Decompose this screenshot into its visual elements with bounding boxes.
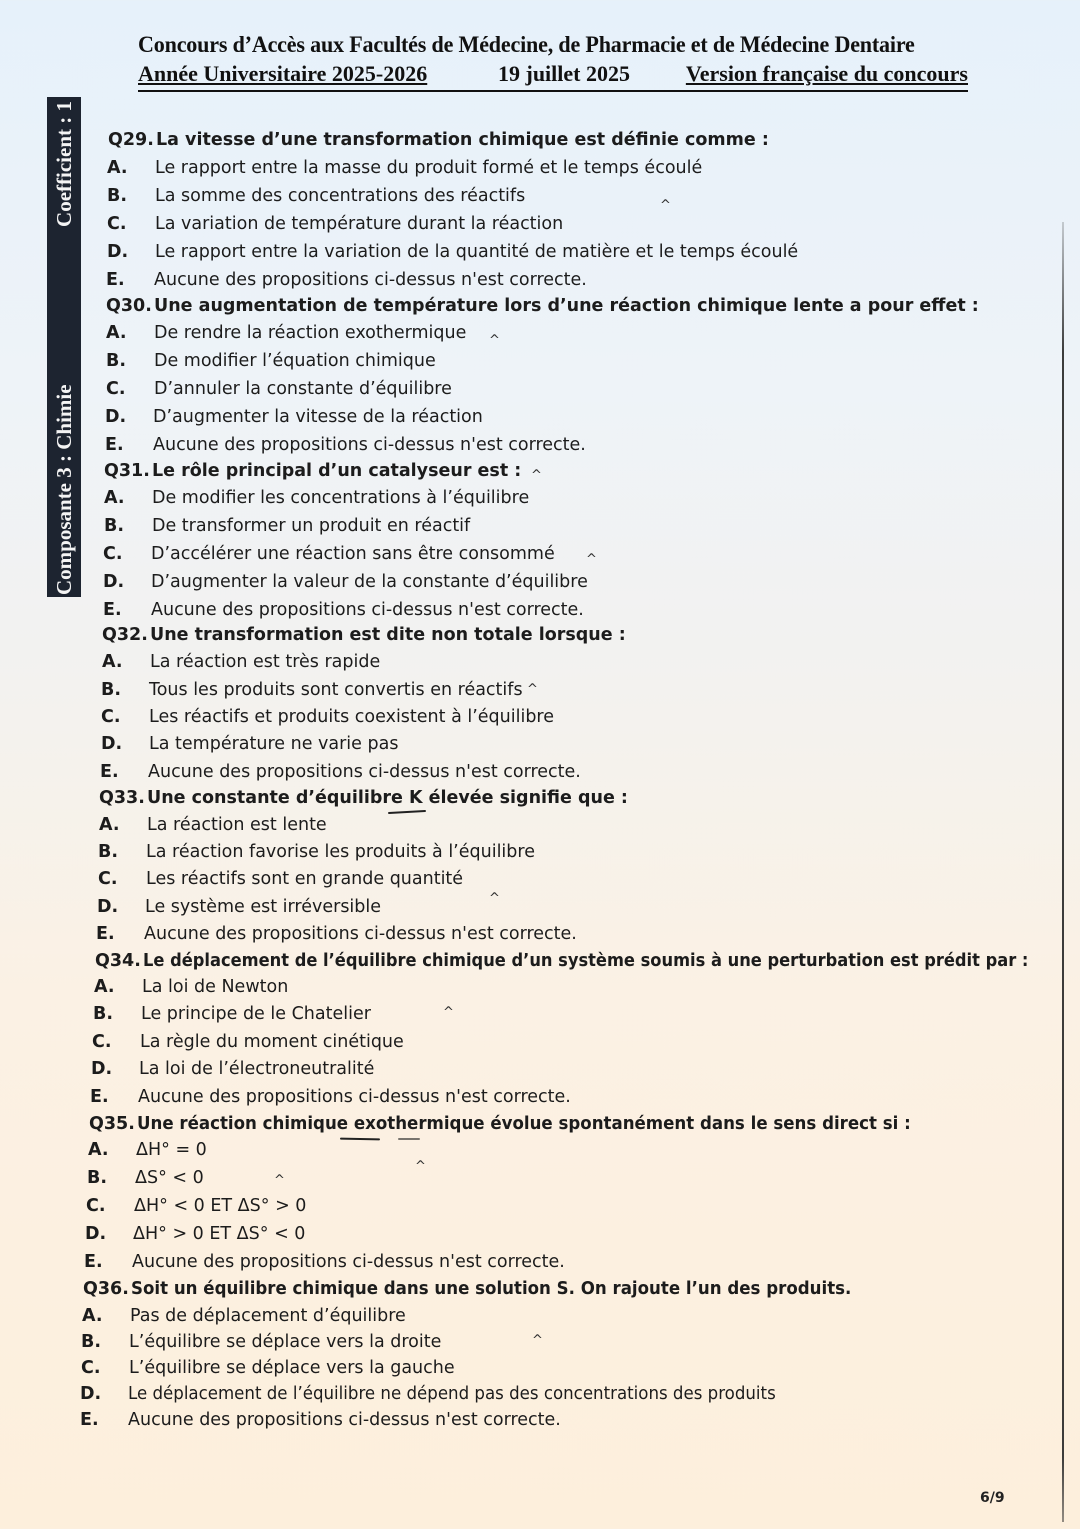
question-heading — [95, 949, 1080, 973]
question-number: Q29. — [108, 130, 154, 150]
option-e: E. Aucune des propositions ci-dessus n'est correcte. — [105, 435, 586, 455]
question-heading — [89, 1112, 952, 1136]
question-heading — [102, 623, 626, 647]
question-text: Une augmentation de température lors d’une réaction chimique lente a pour effet : — [154, 296, 979, 316]
option-b: B. De transformer un produit en réactif — [104, 516, 471, 536]
academic-year: Année Universitaire 2025-2026 — [138, 61, 428, 86]
question-heading — [106, 294, 979, 318]
caret-mark-icon: ^ — [660, 198, 671, 213]
question-number: Q31. — [104, 461, 150, 481]
caret-mark-icon: ^ — [415, 1159, 426, 1174]
option-d: D. Le déplacement de l’équilibre ne dépend pas des concentrations des produits — [80, 1384, 776, 1404]
option-a: A. De rendre la réaction exothermique — [106, 323, 467, 343]
option-b: B. Le principe de le Chatelier — [93, 1004, 371, 1024]
option-d: D. ΔH° > 0 ET ΔS° < 0 — [85, 1224, 306, 1244]
option-c: C. L’équilibre se déplace vers la gauche — [81, 1358, 455, 1378]
option-d: D. Le système est irréversible — [97, 897, 382, 917]
option-e: E. Aucune des propositions ci-dessus n'est correcte. — [90, 1087, 571, 1107]
option-c: C. ΔH° < 0 ET ΔS° > 0 — [86, 1196, 307, 1216]
option-c: C. D’annuler la constante d’équilibre — [106, 379, 452, 399]
option-e: E. Aucune des propositions ci-dessus n'est correcte. — [84, 1252, 565, 1272]
handwritten-underline — [388, 810, 426, 814]
exam-subheader — [138, 60, 968, 92]
question-text: Une réaction chimique exothermique évolue spontanément dans le sens direct si : — [137, 1114, 911, 1134]
exam-date: 19 juillet 2025 — [498, 61, 630, 86]
page-number: 6/9 — [980, 1490, 1005, 1506]
option-a: A. Le rapport entre la masse du produit formé et le temps écoulé — [107, 158, 703, 178]
option-b: B. La somme des concentrations des réactifs — [107, 186, 526, 206]
caret-mark-icon: ^ — [274, 1173, 285, 1188]
option-e: E. Aucune des propositions ci-dessus n'est correcte. — [80, 1410, 561, 1430]
option-e: E. Aucune des propositions ci-dessus n'est correcte. — [100, 762, 581, 782]
exam-title: Concours d’Accès aux Facultés de Médecine, de Pharmacie et de Médecine Dentaire — [138, 32, 915, 57]
option-c: C. La règle du moment cinétique — [92, 1032, 404, 1052]
question-text: Le rôle principal d’un catalyseur est : — [152, 461, 522, 481]
component-sidebar — [47, 97, 81, 597]
option-b: B. La réaction favorise les produits à l’équilibre — [98, 842, 535, 862]
option-e: E. Aucune des propositions ci-dessus n'est correcte. — [106, 270, 587, 290]
option-b: B. Tous les produits sont convertis en réactifs — [101, 680, 523, 700]
question-number: Q35. — [89, 1114, 135, 1134]
caret-mark-icon: ^ — [443, 1005, 454, 1020]
option-c: C. La variation de température durant la réaction — [107, 214, 564, 234]
question-text: Soit un équilibre chimique dans une solution S. On rajoute l’un des produits. — [131, 1279, 852, 1299]
option-b: B. De modifier l’équation chimique — [106, 351, 436, 371]
question-text: Une transformation est dite non totale lorsque : — [150, 625, 626, 645]
question-text: Une constante d’équilibre K élevée signifie que : — [147, 788, 628, 808]
handwritten-underline — [340, 1138, 380, 1140]
option-a: A. ΔH° = 0 — [88, 1140, 207, 1160]
caret-mark-icon: ^ — [489, 333, 500, 348]
option-d: D. D’augmenter la vitesse de la réaction — [105, 407, 483, 427]
option-c: C. D’accélérer une réaction sans être consommé — [103, 544, 555, 564]
option-a: A. La réaction est très rapide — [102, 652, 381, 672]
question-text: La vitesse d’une transformation chimique est définie comme : — [156, 130, 769, 150]
caret-mark-icon: ^ — [586, 552, 597, 567]
option-d: D. D’augmenter la valeur de la constante d’équilibre — [103, 572, 588, 592]
option-a: A. La réaction est lente — [99, 815, 327, 835]
question-heading — [104, 459, 521, 483]
caret-mark-icon: ^ — [531, 468, 542, 483]
option-b: B. ΔS° < 0 — [87, 1168, 204, 1188]
option-e: E. Aucune des propositions ci-dessus n'est correcte. — [103, 600, 584, 620]
question-number: Q33. — [99, 788, 145, 808]
option-d: D. La température ne varie pas — [101, 734, 399, 754]
option-d: D. La loi de l’électroneutralité — [91, 1059, 375, 1079]
question-text: Le déplacement de l’équilibre chimique d’un système soumis à une perturbation est prédit par : — [143, 951, 1029, 971]
option-d: D. Le rapport entre la variation de la quantité de matière et le temps écoulé — [107, 242, 799, 262]
option-b: B. L’équilibre se déplace vers la droite — [81, 1332, 442, 1352]
option-c: C. Les réactifs sont en grande quantité — [98, 869, 464, 889]
question-number: Q36. — [83, 1279, 129, 1299]
question-number: Q32. — [102, 625, 148, 645]
question-number: Q34. — [95, 951, 141, 971]
component-label: Composante 3 : Chimie — [51, 384, 76, 595]
option-a: A. De modifier les concentrations à l’équilibre — [104, 488, 530, 508]
caret-mark-icon: ^ — [489, 891, 500, 906]
option-a: A. Pas de déplacement d’équilibre — [82, 1306, 406, 1326]
question-number: Q30. — [106, 296, 152, 316]
question-heading — [83, 1277, 889, 1301]
page-edge-line — [1062, 222, 1064, 1522]
question-heading — [99, 786, 628, 810]
exam-version: Version française du concours — [685, 61, 968, 86]
option-a: A. La loi de Newton — [94, 977, 289, 997]
caret-mark-icon: ^ — [532, 1333, 543, 1348]
question-heading — [108, 128, 769, 152]
option-c: C. Les réactifs et produits coexistent à l’équilibre — [101, 707, 555, 727]
exam-header — [138, 30, 968, 92]
handwritten-underline — [398, 1138, 420, 1140]
coefficient-label: Coefficient : 1 — [51, 101, 76, 227]
option-e: E. Aucune des propositions ci-dessus n'est correcte. — [96, 924, 577, 944]
caret-mark-icon: ^ — [527, 682, 538, 697]
